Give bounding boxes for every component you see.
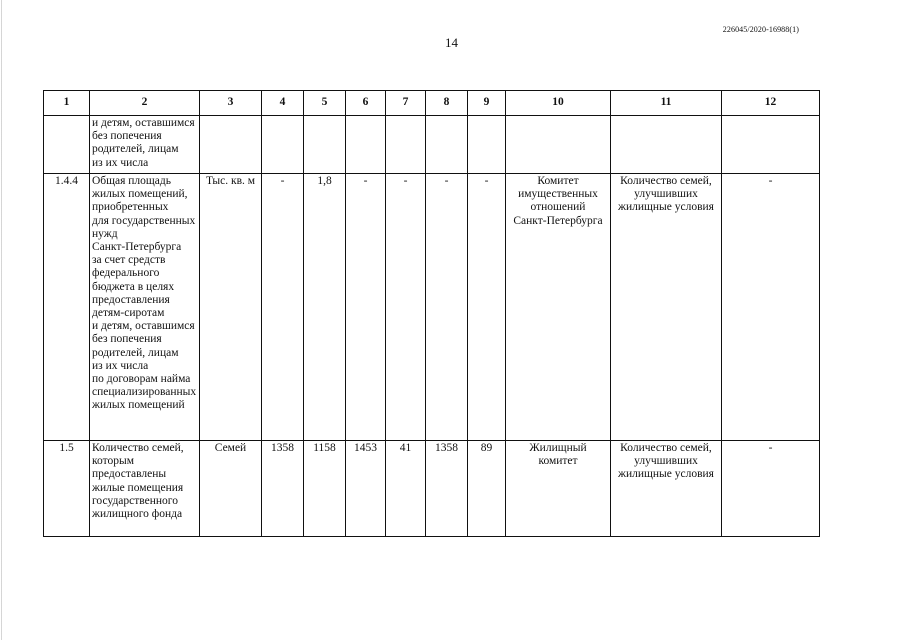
column-header: 5 xyxy=(304,91,346,116)
table-row xyxy=(44,174,820,441)
value-cell: 1358 xyxy=(262,441,304,537)
column-header: 4 xyxy=(262,91,304,116)
value-cell xyxy=(262,116,304,174)
table-row xyxy=(44,116,820,174)
value-cell xyxy=(426,116,468,174)
value-cell: 1158 xyxy=(304,441,346,537)
data-table xyxy=(43,90,820,537)
row-description: Общая площадь жилых помещений, приобретенных для государственных нужд Санкт-Петербурга за счет средств федерального бюджета в целях предоставления детям-сиротам и детям, оставшимся без попечения родителей, лицам из их числа по договорам найма специализированных жилых помещений xyxy=(90,174,200,441)
row-unit xyxy=(200,116,262,174)
note-cell: - xyxy=(722,441,820,537)
value-cell: - xyxy=(346,174,386,441)
value-cell: - xyxy=(426,174,468,441)
column-header: 11 xyxy=(611,91,722,116)
indicator-cell: Количество семей, улучшивших жилищные условия xyxy=(611,174,722,441)
document-id: 226045/2020-16988(1) xyxy=(722,25,799,34)
value-cell: - xyxy=(262,174,304,441)
row-number: 1.4.4 xyxy=(44,174,90,441)
column-header: 9 xyxy=(468,91,506,116)
value-cell: 1,8 xyxy=(304,174,346,441)
responsible-cell: Жилищный комитет xyxy=(506,441,611,537)
indicator-cell xyxy=(611,116,722,174)
row-number xyxy=(44,116,90,174)
column-header: 7 xyxy=(386,91,426,116)
value-cell xyxy=(468,116,506,174)
value-cell xyxy=(304,116,346,174)
row-number: 1.5 xyxy=(44,441,90,537)
row-description: Количество семей, которым предоставлены жилые помещения государственного жилищного фонда xyxy=(90,441,200,537)
indicator-cell: Количество семей, улучшивших жилищные условия xyxy=(611,441,722,537)
responsible-cell xyxy=(506,116,611,174)
value-cell xyxy=(386,116,426,174)
column-header: 10 xyxy=(506,91,611,116)
value-cell: - xyxy=(386,174,426,441)
row-unit: Тыс. кв. м xyxy=(200,174,262,441)
column-header: 3 xyxy=(200,91,262,116)
row-description: и детям, оставшимся без попечения родителей, лицам из их числа xyxy=(90,116,200,174)
value-cell: 1358 xyxy=(426,441,468,537)
value-cell: 41 xyxy=(386,441,426,537)
column-header: 12 xyxy=(722,91,820,116)
note-cell: - xyxy=(722,174,820,441)
column-header: 1 xyxy=(44,91,90,116)
table-row xyxy=(44,441,820,537)
table-header-row xyxy=(44,91,820,116)
page-number: 14 xyxy=(445,35,458,50)
row-unit: Семей xyxy=(200,441,262,537)
responsible-cell: Комитет имущественных отношений Санкт-Петербурга xyxy=(506,174,611,441)
column-header: 8 xyxy=(426,91,468,116)
column-header: 6 xyxy=(346,91,386,116)
note-cell xyxy=(722,116,820,174)
column-header: 2 xyxy=(90,91,200,116)
value-cell: 89 xyxy=(468,441,506,537)
value-cell: - xyxy=(468,174,506,441)
value-cell: 1453 xyxy=(346,441,386,537)
scan-edge xyxy=(0,0,3,640)
value-cell xyxy=(346,116,386,174)
